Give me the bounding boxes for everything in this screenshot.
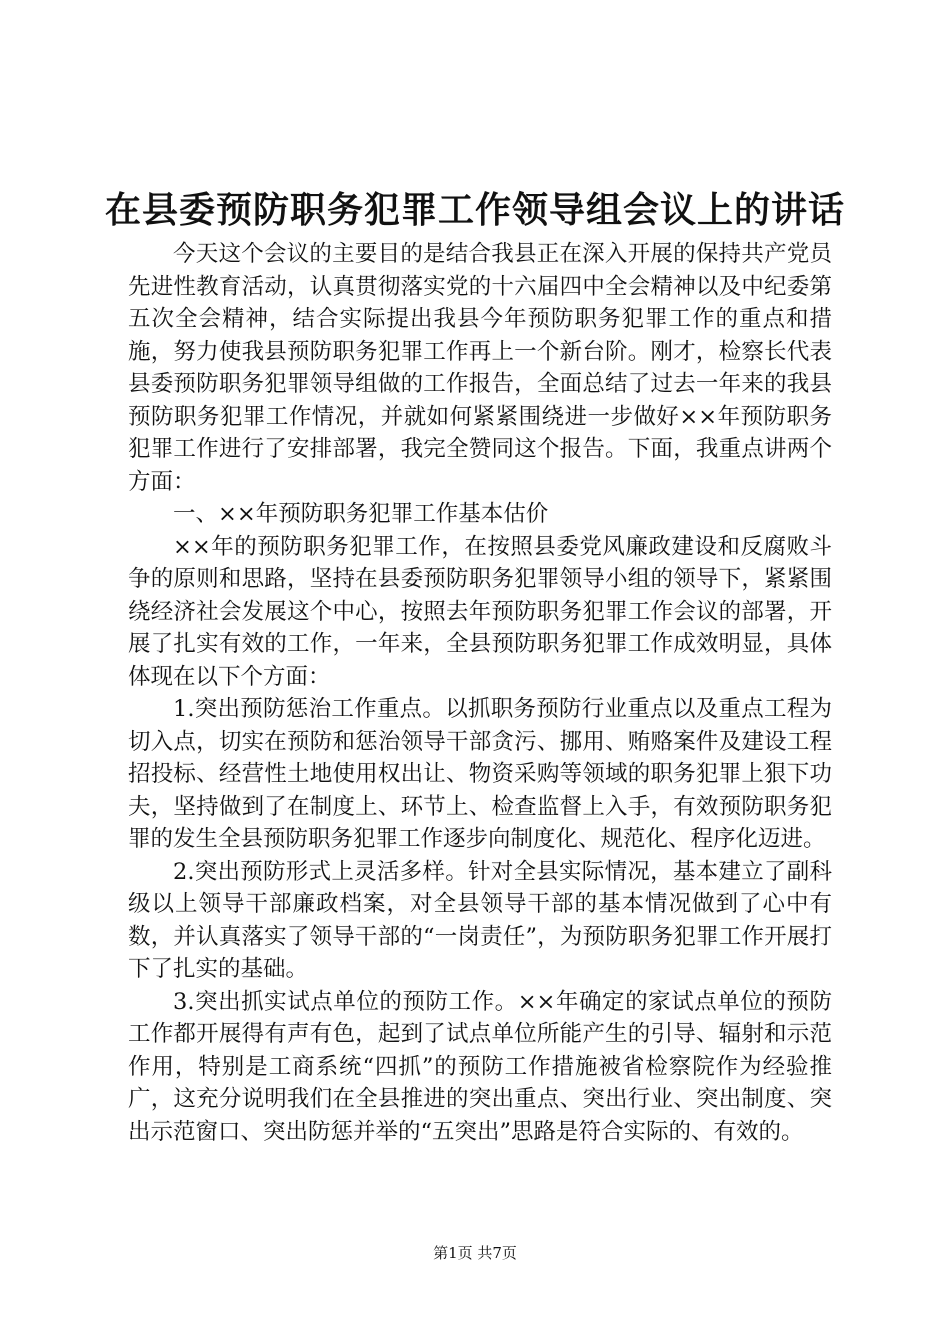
page-number-footer: 第1页 共7页	[433, 1244, 517, 1262]
section-heading-1: 一、××年预防职务犯罪工作基本估价	[173, 501, 549, 527]
paragraph-intro: 今天这个会议的主要目的是结合我县正在深入开展的保持共产党员先进性教育活动，认真贯彻落实党的十六届四中全会精神以及中纪委第五次全会精神，结合实际提出我县今年预防职务犯罪工作的重点和措施，努力使我县预防职务犯罪工作再上一个新台阶。刚才，检察长代表县委预防职务犯罪领导组做的工作报告，全面总结了过去一年来的我县预防职务犯罪工作情况，并就如何紧紧围绕进一步做好××年预防职务犯罪工作进行了安排部署，我完全赞同这个报告。下面，我重点讲两个方面：	[128, 241, 832, 495]
document-body	[128, 238, 832, 1148]
paragraph-point-2: 2.突出预防形式上灵活多样。针对全县实际情况，基本建立了副科级以上领导干部廉政档案，对全县领导干部的基本情况做到了心中有数，并认真落实了领导干部的“一岗责任”，为预防职务犯罪工作开展打下了扎实的基础。	[128, 858, 832, 982]
paragraph-point-1: 1.突出预防惩治工作重点。以抓职务预防行业重点以及重点工程为切入点，切实在预防和惩治领导干部贪污、挪用、贿赂案件及建设工程招投标、经营性土地使用权出让、物资采购等领域的职务犯罪上狠下功夫，坚持做到了在制度上、环节上、检查监督上入手，有效预防职务犯罪的发生全县预防职务犯罪工作逐步向制度化、规范化、程序化迈进。	[128, 696, 832, 852]
paragraph-summary: ××年的预防职务犯罪工作，在按照县委党风廉政建设和反腐败斗争的原则和思路，坚持在县委预防职务犯罪领导小组的领导下，紧紧围绕经济社会发展这个中心，按照去年预防职务犯罪工作会议的部署，开展了扎实有效的工作，一年来，全县预防职务犯罪工作成效明显，具体体现在以下个方面：	[128, 533, 832, 690]
paragraph-point-3: 3.突出抓实试点单位的预防工作。××年确定的家试点单位的预防工作都开展得有声有色，起到了试点单位所能产生的引导、辐射和示范作用，特别是工商系统“四抓”的预防工作措施被省检察院作为经验推广，这充分说明我们在全县推进的突出重点、突出行业、突出制度、突出示范窗口、突出防惩并举的“五突出”思路是符合实际的、有效的。	[128, 988, 832, 1145]
document-title: 在县委预防职务犯罪工作领导组会议上的讲话	[104, 189, 845, 231]
